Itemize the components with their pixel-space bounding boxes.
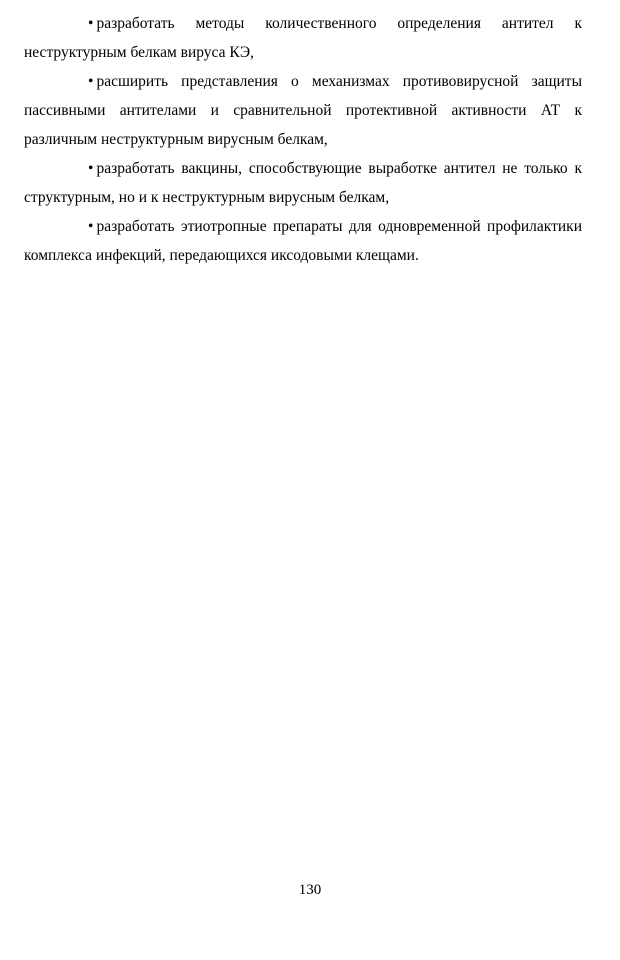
bullet-icon: • bbox=[88, 15, 94, 32]
list-item-text: разработать методы количественного определения антител к неструктурным белкам вируса КЭ, bbox=[24, 15, 582, 61]
list-item-text: разработать этиотропные препараты для одновременной профилактики комплекса инфекций, передающихся иксодовыми клещами. bbox=[24, 218, 582, 264]
list-item-text: разработать вакцины, способствующие выработке антител не только к структурным, но и к неструктурным вирусным белкам, bbox=[24, 160, 582, 206]
bullet-icon: • bbox=[88, 218, 94, 235]
list-item bbox=[24, 9, 582, 67]
list-item-text: расширить представления о механизмах противовирусной защиты пассивными антителами и сравнительной протективной активности АТ к различным неструктурным вирусным белкам, bbox=[24, 73, 582, 148]
page-number: 130 bbox=[298, 882, 322, 898]
bullet-icon: • bbox=[88, 73, 94, 90]
list-item bbox=[24, 212, 582, 270]
list-item bbox=[24, 154, 582, 212]
bullet-icon: • bbox=[88, 160, 94, 177]
document-body bbox=[24, 9, 582, 270]
list-item bbox=[24, 67, 582, 154]
